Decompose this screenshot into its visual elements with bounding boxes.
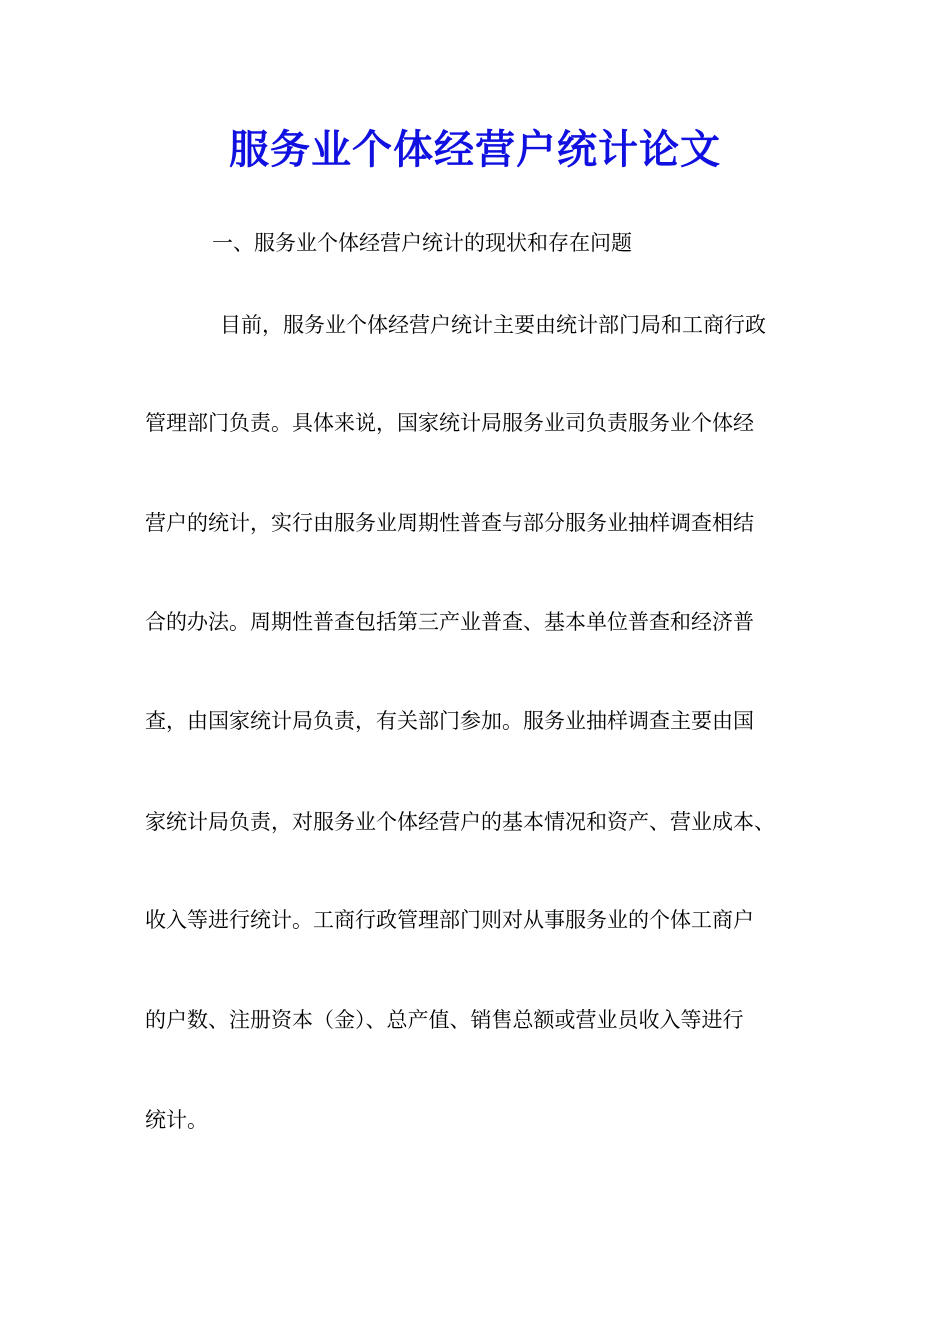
- paragraph-line-3: 营户的统计，实行由服务业周期性普查与部分服务业抽样调查相结: [145, 511, 754, 535]
- paragraph-line-1: 目前，服务业个体经营户统计主要由统计部门局和工商行政: [220, 313, 766, 337]
- paragraph-line-6: 家统计局负责，对服务业个体经营户的基本情况和资产、营业成本、: [145, 810, 775, 834]
- paragraph-line-7: 收入等进行统计。工商行政管理部门则对从事服务业的个体工商户: [145, 908, 754, 932]
- paragraph-line-8: 的户数、注册资本（金）、总产值、销售总额或营业员收入等进行: [145, 1008, 744, 1032]
- paragraph-line-5: 查，由国家统计局负责，有关部门参加。服务业抽样调查主要由国: [145, 709, 754, 733]
- paragraph-line-9: 统计。: [145, 1108, 208, 1132]
- paragraph-line-2: 管理部门负责。具体来说，国家统计局服务业司负责服务业个体经: [145, 411, 754, 435]
- section-heading: 一、服务业个体经营户统计的现状和存在问题: [212, 231, 632, 255]
- document-title: 服务业个体经营户统计论文: [229, 127, 721, 173]
- paragraph-line-4: 合的办法。周期性普查包括第三产业普查、基本单位普查和经济普: [145, 610, 754, 634]
